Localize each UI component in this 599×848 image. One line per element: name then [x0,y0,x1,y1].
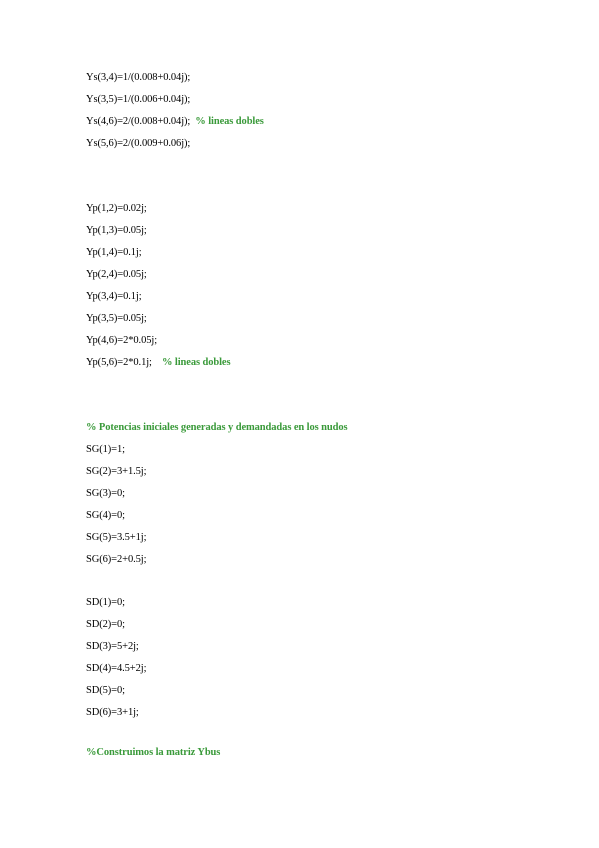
code-text: SD(2)=0; [86,619,125,630]
code-text: Ys(5,6)=2/(0.009+0.06j); [86,138,191,149]
code-text: Yp(3,5)=0.05j; [86,313,147,324]
code-line [86,746,220,760]
code-line [86,356,230,370]
code-text: Yp(2,4)=0.05j; [86,269,147,280]
code-text: SD(3)=5+2j; [86,641,139,652]
code-line [86,553,146,567]
code-line [86,531,146,545]
code-text: SG(3)=0; [86,488,125,499]
code-line [86,487,125,501]
code-text: SG(4)=0; [86,510,125,521]
code-text: Yp(1,4)=0.1j; [86,247,142,258]
code-text: SG(2)=3+1.5j; [86,466,147,477]
code-line [86,443,125,457]
code-line [86,115,264,129]
code-text: Yp(5,6)=2*0.1j; [86,357,162,368]
code-line [86,290,142,304]
code-text: SG(5)=3.5+1j; [86,532,147,543]
code-line [86,509,125,523]
code-line [86,268,147,282]
code-line [86,640,139,654]
code-text: SG(6)=2+0.5j; [86,554,147,565]
code-line [86,93,190,107]
code-text: SG(1)=1; [86,444,125,455]
code-line [86,421,348,435]
code-text: SD(4)=4.5+2j; [86,663,147,674]
code-line [86,334,157,348]
code-text: Ys(3,4)=1/(0.008+0.04j); [86,72,191,83]
code-text: Yp(1,3)=0.05j; [86,225,147,236]
code-line [86,684,125,698]
code-line [86,618,125,632]
code-line [86,224,147,238]
code-text: SD(5)=0; [86,685,125,696]
code-line [86,71,190,85]
code-text: SD(6)=3+1j; [86,707,139,718]
code-line [86,137,190,151]
code-text: Ys(3,5)=1/(0.006+0.04j); [86,94,191,105]
code-line [86,706,139,720]
code-comment: % lineas dobles [161,357,231,368]
code-text: Yp(1,2)=0.02j; [86,203,147,214]
code-line [86,202,147,216]
code-comment: %Construimos la matriz Ybus [86,747,221,758]
code-line [86,246,142,260]
code-line [86,662,146,676]
code-line [86,465,146,479]
code-text: SD(1)=0; [86,597,125,608]
code-text: Yp(4,6)=2*0.05j; [86,335,158,346]
code-line [86,312,147,326]
code-comment: % lineas dobles [195,116,264,127]
code-text: Ys(4,6)=2/(0.008+0.04j); [86,116,196,127]
code-line [86,596,125,610]
code-text: Yp(3,4)=0.1j; [86,291,142,302]
code-comment: % Potencias iniciales generadas y demandadas en los nudos [86,422,348,433]
